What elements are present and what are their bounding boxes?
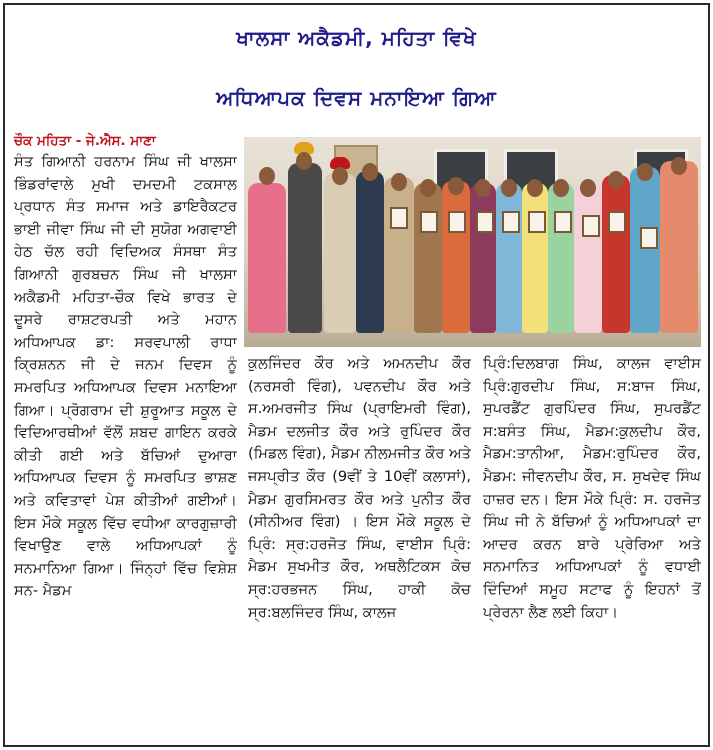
article-column-2: ਕੁਲਜਿੰਦਰ ਕੌਰ ਅਤੇ ਅਮਨਦੀਪ ਕੌਰ (ਨਰਸਰੀ ਵਿੰਗ), ਪਵਨਦੀਪ ਕੌਰ ਅਤੇ ਸ.ਅਮਰਜੀਤ ਸਿੰਘ (ਪ੍ਰਾਇਮਰੀ ਵਿੰਗ), ਮੈਡਮ ਦਲਜੀਤ ਕੌਰ ਅਤੇ ਰੁਪਿੰਦਰ ਕੌਰ (ਮਿਡਲ ਵਿੰਗ), ਮੈਡਮ ਨੀਲਮਜੀਤ ਕੌਰ ਅਤੇ ਜਸਪ੍ਰੀਤ ਕੌਰ (9ਵੀਂ ਤੇ 10ਵੀਂ ਕਲਾਸਾਂ), ਮੈਡਮ ਗੁਰਸਿਮਰਤ ਕੌਰ ਅਤੇ ਪੁਨੀਤ ਕੌਰ (ਸੀਨੀਅਰ ਵਿੰਗ) । ਇਸ ਮੌਕੇ ਸਕੂਲ ਦੇ ਪ੍ਰਿੰ: ਸ੍ਰ:ਹਰਜੋਤ ਸਿੰਘ, ਵਾਈਸ ਪ੍ਰਿੰ: ਮੈਡਮ ਸੁਖਮੀਤ ਕੌਰ, ਅਥਲੈਟਿਕਸ ਕੋਚ ਸ੍ਰ:ਹਰਭਜਨ ਸਿੰਘ, ਹਾਕੀ ਕੋਚ ਸ੍ਰ:ਬਲਜਿੰਦਰ ਸਿੰਘ, ਕਾਲਜ bbox=[248, 355, 471, 621]
person bbox=[470, 183, 496, 333]
headline-line-1: ਖਾਲਸਾ ਅਕੈਡਮੀ, ਮਹਿਤਾ ਵਿਖੇ bbox=[236, 26, 477, 50]
article-column-3: ਪ੍ਰਿੰ:ਦਿਲਬਾਗ ਸਿੰਘ, ਕਾਲਜ ਵਾਈਸ ਪ੍ਰਿੰ:ਗੁਰਦੀਪ ਸਿੰਘ, ਸ:ਬਾਜ ਸਿੰਘ, ਸੁਪਰਡੈਂਟ ਗੁਰਪਿੰਦਰ ਸਿੰਘ, ਸੁਪਰਡੈਂਟ ਸ:ਬਸੰਤ ਸਿੰਘ, ਮੈਡਮ:ਕੁਲਦੀਪ ਕੌਰ, ਮੈਡਮ:ਤਾਨੀਆ, ਮੈਡਮ:ਰੁਪਿੰਦਰ ਕੌਰ, ਮੈਡਮ: ਜੀਵਨਦੀਪ ਕੌਰ, ਸ. ਸੁਖਦੇਵ ਸਿੰਘ ਹਾਜ਼ਰ ਦਨ। ਇਸ ਮੌਕੇ ਪ੍ਰਿੰ: ਸ. ਹਰਜੋਤ ਸਿੰਘ ਜੀ ਨੇ ਬੱਚਿਆਂ ਨੂੰ ਅਧਿਆਪਕਾਂ ਦਾ ਆਦਰ ਕਰਨ ਬਾਰੇ ਪ੍ਰੇਰਿਆ ਅਤੇ ਸਨਮਾਨਿਤ ਅਧਿਆਪਕਾਂ ਨੂੰ ਵਧਾਈ ਦਿੰਦਿਆਂ ਸਮੂਹ ਸਟਾਫ ਨੂੰ ਇਹਨਾਂ ਤੋਂ ਪ੍ਰੇਰਨਾ ਲੈਣ ਲਈ ਕਿਹਾ। bbox=[483, 355, 701, 621]
person bbox=[496, 183, 522, 333]
certificate bbox=[608, 211, 626, 233]
certificate bbox=[420, 211, 438, 233]
person-head bbox=[332, 167, 348, 185]
certificate bbox=[582, 215, 600, 237]
person-head bbox=[259, 167, 275, 185]
person-head bbox=[501, 179, 517, 197]
certificate bbox=[476, 211, 494, 233]
person-head bbox=[608, 171, 624, 189]
person-head bbox=[391, 173, 407, 191]
person-head bbox=[448, 177, 464, 195]
person-head bbox=[362, 163, 378, 181]
group-photo bbox=[244, 137, 701, 347]
person-head bbox=[637, 163, 653, 181]
person-head bbox=[296, 152, 312, 170]
person bbox=[288, 163, 322, 333]
person-head bbox=[671, 157, 687, 175]
certificate bbox=[390, 207, 408, 229]
person-head bbox=[580, 179, 596, 197]
person bbox=[602, 175, 630, 333]
certificate bbox=[528, 211, 546, 233]
certificate bbox=[640, 227, 658, 249]
article-column-1: ਸੰਤ ਗਿਆਨੀ ਹਰਨਾਮ ਸਿੰਘ ਜੀ ਖਾਲਸਾ ਭਿੰਡਰਾਂਵਾਲੇ ਮੁਖੀ ਦਮਦਮੀ ਟਕਸਾਲ ਪ੍ਰਧਾਨ ਸੰਤ ਸਮਾਜ ਅਤੇ ਡਾਇਰੈਕਟਰ ਭਾਈ ਜੀਵਾ ਸਿੰਘ ਜੀ ਦੀ ਸੁਯੋਗ ਅਗਵਾਈ ਹੇਠ ਚੱਲ ਰਹੀ ਵਿਦਿਅਕ ਸੰਸਥਾ ਸੰਤ ਗਿਆਨੀ ਗੁਰਬਚਨ ਸਿੰਘ ਜੀ ਖਾਲਸਾ ਅਕੈਡਮੀ ਮਹਿਤਾ-ਚੌਕ ਵਿਖੇ ਭਾਰਤ ਦੇ ਦੂਸਰੇ ਰਾਸ਼ਟਰਪਤੀ ਅਤੇ ਮਹਾਨ ਅਧਿਆਪਕ ਡਾ: ਸਰਵਪਾਲੀ ਰਾਧਾ ਕ੍ਰਿਸ਼ਨਨ ਜੀ ਦੇ ਜਨਮ ਦਿਵਸ ਨੂੰ ਸਮਰਪਿਤ ਅਧਿਆਪਕ ਦਿਵਸ ਮਨਾਇਆ ਗਿਆ। ਪ੍ਰੋਗਰਾਮ ਦੀ ਸ਼ੁਰੂਆਤ ਸਕੂਲ ਦੇ ਵਿਦਿਆਰਥੀਆਂ ਵੱਲੋਂ ਸ਼ਬਦ ਗਾਇਨ ਕਰਕੇ ਕੀਤੀ ਗਈ ਅਤੇ ਬੱਚਿਆਂ ਦੁਆਰਾ ਅਧਿਆਪਕ ਦਿਵਸ ਨੂੰ ਸਮਰਪਿਤ ਭਾਸ਼ਣ ਅਤੇ ਕਵਿਤਾਵਾਂ ਪੇਸ਼ ਕੀਤੀਆਂ ਗਈਆਂ। ਇਸ ਮੌਕੇ ਸਕੂਲ ਵਿੱਚ ਵਧੀਆ ਕਾਰਗੁਜ਼ਾਰੀ ਵਿਖਾਉਣ ਵਾਲੇ ਅਧਿਆਪਕਾਂ ਨੂੰ ਸਨਮਾਨਿਆ ਗਿਆ। ਜਿੰਨ੍ਹਾਂ ਵਿੱਚ ਵਿਸ਼ੇਸ਼ ਸਨ- ਮੈਡਮ bbox=[14, 153, 237, 600]
person bbox=[442, 181, 470, 333]
person bbox=[660, 161, 698, 333]
person bbox=[522, 183, 548, 333]
dateline: ਚੌਕ ਮਹਿਤਾ - ਜੇ.ਐਸ. ਮਾਣਾ bbox=[14, 133, 156, 149]
certificate bbox=[448, 211, 466, 233]
person bbox=[384, 177, 414, 333]
person-head bbox=[420, 179, 436, 197]
certificate bbox=[554, 211, 572, 233]
person bbox=[324, 173, 356, 333]
headline-line-2: ਅਧਿਆਪਕ ਦਿਵਸ ਮਨਾਇਆ ਗਿਆ bbox=[216, 86, 497, 110]
person bbox=[248, 183, 286, 333]
person-head bbox=[475, 179, 491, 197]
person-head bbox=[553, 179, 569, 197]
person bbox=[548, 183, 574, 333]
certificate bbox=[502, 211, 520, 233]
person bbox=[356, 171, 384, 333]
person-head bbox=[527, 179, 543, 197]
person bbox=[414, 183, 442, 333]
person bbox=[630, 167, 660, 333]
person bbox=[574, 183, 602, 333]
